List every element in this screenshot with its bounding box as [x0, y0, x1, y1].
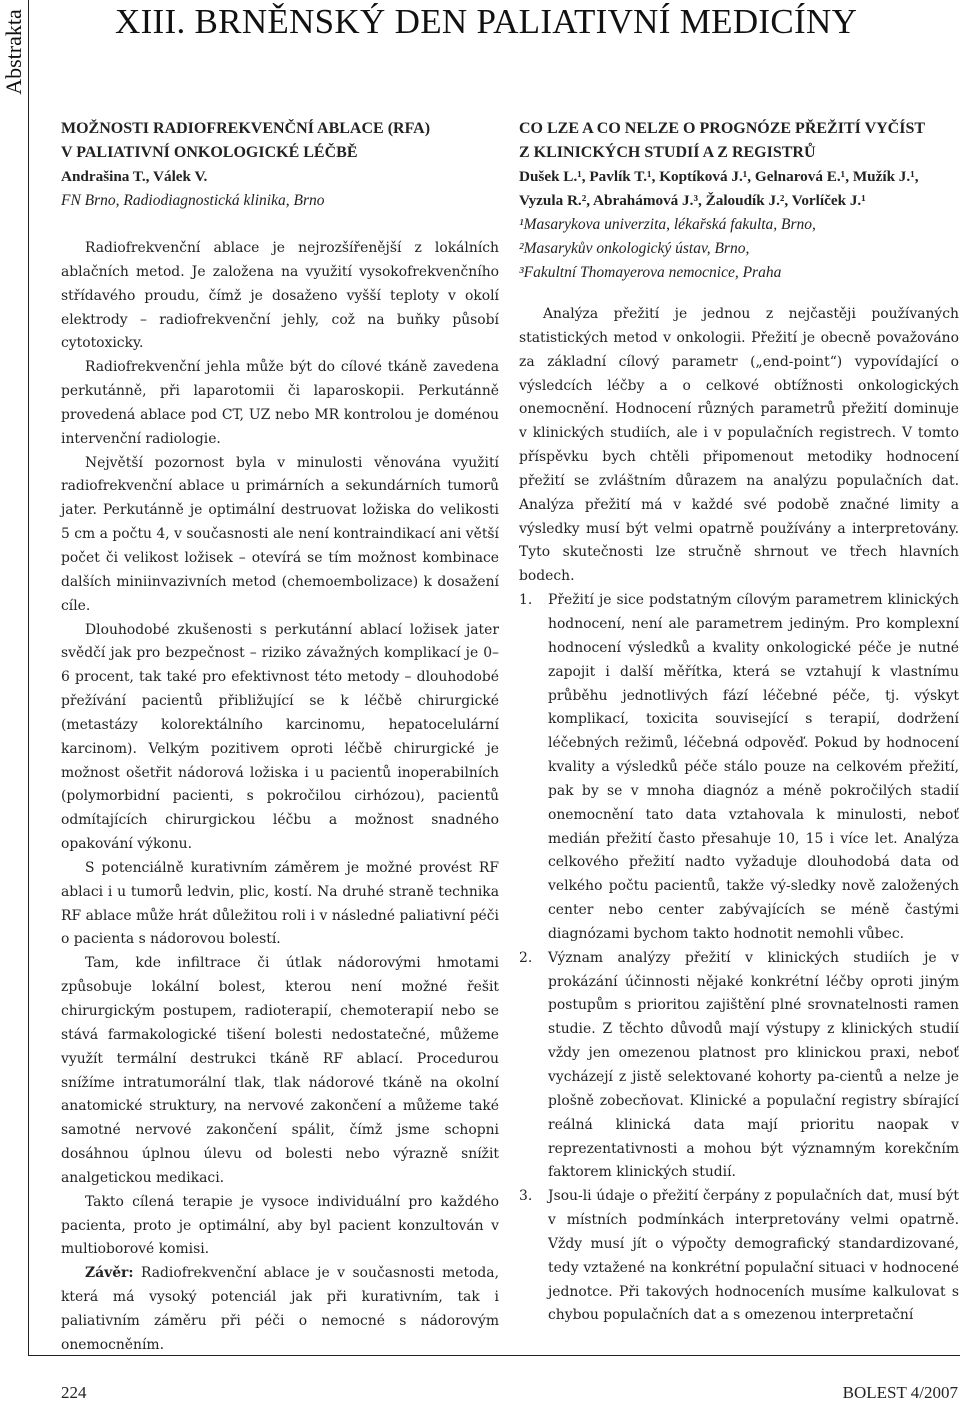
left-paragraph: Dlouhodobé zkušenosti s perkutánní ablací ložisek jater svědčí jak pro bezpečnost – riziko závažných komplikací je 0–6 procent, tak také pro efektivnost této metody – dlouhodobé přežívání pacientů přibližující se k léčbě chirurgické (metastázy kolorektálního karcinomu, hepatocelulární karcinom). Velkým pozitivem oproti léčbě chirurgické je možnost ošetřit nádorová ložiska i u pacientů inoperabilních (polymorbidní pacienti, s pokročilou cirhózou), pacientů odmítajících chirurgickou léčbu a možnost snadného opakování výkonu.	[61, 621, 499, 853]
left-title-line1: MOŽNOSTI RADIOFREKVENČNÍ ABLACE (RFA)	[61, 120, 431, 137]
left-paragraph: Takto cílená terapie je vysoce individuální pro každého pacienta, proto je optimální, aby byl pacient konzultován v multioborové komisi.	[61, 1193, 499, 1258]
list-item-number: 3.	[519, 1188, 533, 1205]
section-tab-label: Abstrakta	[1, 9, 26, 95]
left-article-title	[61, 117, 499, 165]
list-item-text: Jsou-li údaje o přežití čerpány z populačních dat, musí být v místních podmínkách interpretovány velmi opatrně. Vždy musí jít o výpočty demografický standardizované, tedy vztažené na konkrétní populační situaci v hodnocené jednotce. Při takových hodnoceních musíme kalkulovat s chybou populačních dat a s omezenou interpretační	[548, 1188, 959, 1324]
right-affiliation-1: ¹Masarykova univerzita, lékařská fakulta, Brno,	[519, 216, 816, 233]
right-article-title	[519, 117, 959, 165]
right-intro-paragraph: Analýza přežití je jednou z nejčastěji používaných statistických metod v onkologii. Přežití je obecně považováno za základní cílový parametr („end-point“) vypovídající o výsledcích léčby a o celkové obtížnosti onkologických onemocnění. Hodnocení různých parametrů přežití dominuje v klinických studiích, ale i v populačních registrech. V tomto příspěvku bych chtěli připomenout metodiky hodnocení přežití se zvláštním důrazem na analýzu populačních dat. Analýza přežití má v každé své podobě značné limity a výsledky musí být velmi opatrně používány a interpretovány. Tyto skutečnosti lze stručně shrnout ve třech hlavních bodech.	[519, 306, 959, 585]
section-tab	[0, 0, 29, 1355]
right-article-affiliations	[519, 213, 959, 285]
running-title: XIII. BRNĚNSKÝ DEN PALIATIVNÍ MEDICÍNY	[115, 2, 858, 41]
left-paragraph: Tam, kde infiltrace či útlak nádorovými hmotami způsobuje lokální bolest, kterou není možné řešit chirurgickým postupem, radioterapií, chemoterapií nebo se stává farmakologické tišení bolesti nedostatečné, můžeme využít termální destrukci tkáně RF ablací. Procedurou snížíme intratumorální tlak, tlak nádorové tkáně na okolní anatomické struktury, na nervové zakončení a můžeme také samotné nervové zakončení spálit, čímž jsme schopni dosáhnou úplnou úlevu od bolesti nebo výrazně snížit analgetickou medikaci.	[61, 955, 499, 1186]
right-title-line1: CO LZE A CO NELZE O PROGNÓZE PŘEŽITÍ VYČÍST	[519, 120, 926, 137]
left-column	[61, 117, 499, 1358]
right-article-authors	[519, 165, 959, 213]
spacer	[519, 285, 959, 303]
right-affiliation-3: ³Fakultní Thomayerova nemocnice, Praha	[519, 264, 782, 281]
list-item-number: 2.	[519, 949, 533, 966]
list-item	[519, 589, 959, 947]
right-affiliation-2: ²Masarykův onkologický ústav, Brno,	[519, 240, 750, 257]
right-title-line2: Z KLINICKÝCH STUDIÍ A Z REGISTRŮ	[519, 144, 816, 161]
footer-rule	[28, 1355, 960, 1356]
list-item	[519, 947, 959, 1185]
left-title-line2: V PALIATIVNÍ ONKOLOGICKÉ LÉČBĚ	[61, 144, 358, 161]
right-authors-line2: Vyzula R.², Abrahámová J.³, Žaloudík J.², Vorlíček J.¹	[519, 192, 866, 209]
left-paragraph: Největší pozornost byla v minulosti věnována využití radiofrekvenční ablace u primárních a sekundárních tumorů jater. Perkutánně je optimální destruovat ložiska do velikosti 5 cm a počtu 4, v současnosti ale není kontraindikací ani větší počet či velikost ložisek – otevírá se tím možnost kombinace dalších miniinvazivních metod (chemoembolizace) k dosažení cíle.	[61, 454, 499, 614]
list-item-number: 1.	[519, 592, 533, 609]
left-paragraph: S potenciálně kurativním záměrem je možné provést RF ablaci i u tumorů ledvin, plic, kostí. Na druhé straně technika RF ablace může hrát důležitou roli i v následné paliativní péči o pacienta s nádorovou bolestí.	[61, 859, 499, 948]
left-paragraph: Radiofrekvenční ablace je nejrozšířenější z lokálních ablačních metod. Je založena na využití vysokofrekvenčního střídavého proudu, čímž je dosaženo vyšší teploty v okolí elektrody – radiofrekvenční jehly, což na buňky působí cytotoxicky.	[61, 240, 499, 352]
left-conclusion	[61, 1262, 499, 1357]
left-paragraph: Radiofrekvenční jehla může být do cílové tkáně zavedena perkutánně, při laparotomii či laparoskopii. Perkutánně provedená ablace pod CT, UZ nebo MR kontrolou je doménou intervenční radiologie.	[61, 359, 499, 447]
right-column	[519, 117, 959, 1328]
right-authors-line1: Dušek L.¹, Pavlík T.¹, Koptíková J.¹, Gelnarová E.¹, Mužík J.¹,	[519, 168, 919, 185]
conclusion-text: Radiofrekvenční ablace je v současnosti metoda, která má vysoký potenciál jak při kurativním, tak i paliativním záměru při péči o nemocné s nádorovým onemocněním.	[61, 1265, 499, 1353]
left-article-authors: Andrašina T., Válek V.	[61, 168, 208, 185]
conclusion-label: Závěr:	[85, 1265, 134, 1282]
spacer	[61, 213, 499, 237]
left-article-affiliation: FN Brno, Radiodiagnostická klinika, Brno	[61, 192, 325, 209]
list-item	[519, 1185, 959, 1328]
journal-issue: BOLEST 4/2007	[842, 1383, 958, 1402]
right-numbered-list	[519, 589, 959, 1328]
list-item-text: Význam analýzy přežití v klinických studiích je v prokázání účinnosti nějaké konkrétní léčby oproti jiným postupům s prioritou zajištění plné srovnatelnosti ramen studie. Z těchto důvodů mají výstupy z klinických studií vždy jen omezenou platnost pro klinickou praxi, neboť vycházejí z jistě selektované kohorty pa-cientů a nelze je plošně zobecňovat. Klinické a populační registry sbírající reálná klinická data mají prioritu naopak v reprezentativnosti a mohou být významným korekčním faktorem klinických studií.	[548, 949, 959, 1181]
list-item-text: Přežití je sice podstatným cílovým parametrem klinických hodnocení, není ale parametrem jediným. Pro komplexní hodnocení výsledků a kvality onkologické péče je nutné zapojit i další měřítka, která se vztahují k vlastnímu průběhu jednotlivých fází léčebné péče, tj. výskyt komplikací, toxicita související s terapií, dodržení léčebných režimů, léčebná odpověď. Pokud by hodnocení kvality a výsledků péče stálo pouze na celkovém přežití, pak by se v mnoha diagnóz a méně pokročilých stadií onemocnění tato data vztahovala k minulosti, neboť medián přežití často přesahuje 10, 15 i více let. Analýza celkového přežití nadto vyžaduje dlouhodobá data od velkého počtu pacientů, takže vý-sledky nově založených center nebo center zabývajících se méně častými diagnózami bychom takto hodnotit nemohli vůbec.	[548, 592, 959, 942]
page-number: 224	[61, 1383, 87, 1402]
